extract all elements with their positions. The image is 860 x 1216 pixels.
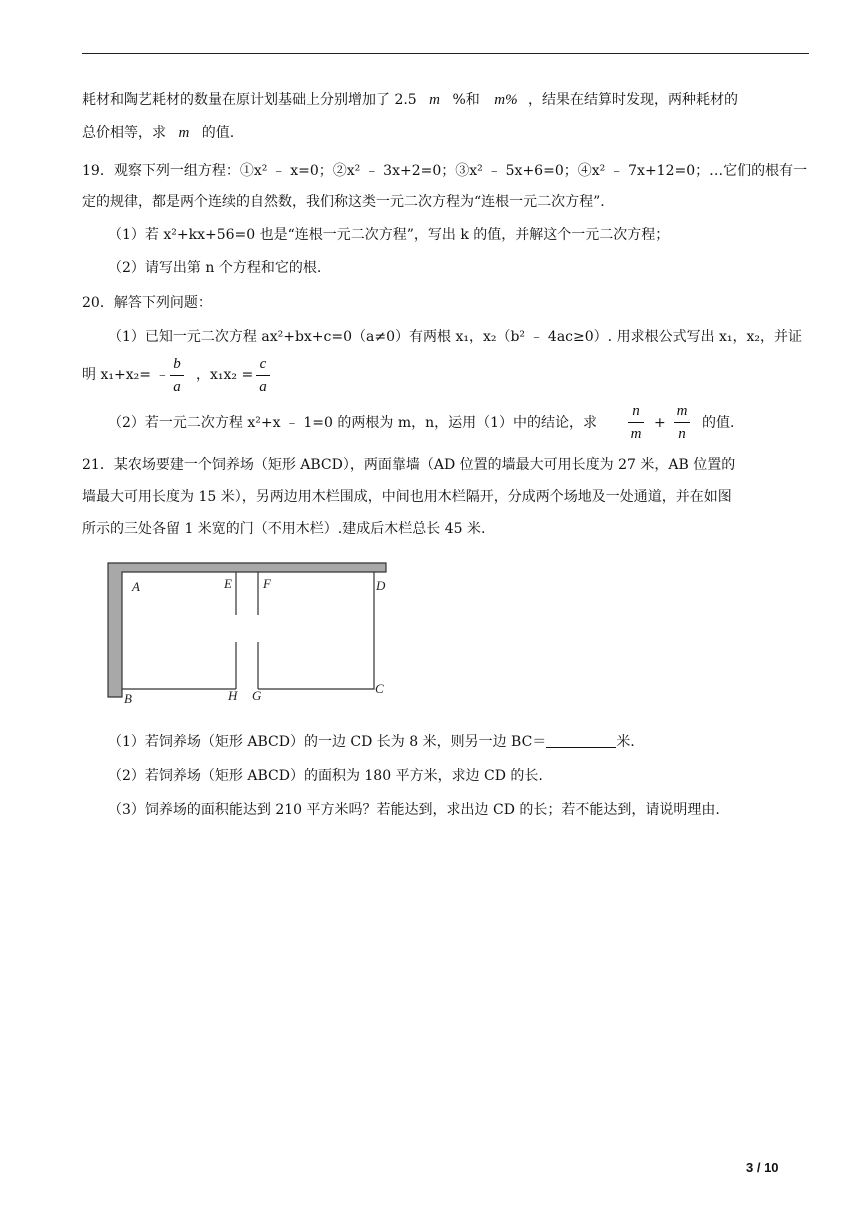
q21-line-2: 墙最大可用长度为 15 米），另两边用木栏围成，中间也用木栏隔开，分成两个场地及一处通道，并在如图 (82, 489, 732, 505)
q21-part-1-unit: 米. (616, 734, 635, 750)
q19-part-1: （1）若 x²+kx+56=0 也是“连根一元二次方程”，写出 k 的值，并解这个一元二次方程； (108, 227, 670, 243)
label-G: G (252, 688, 262, 703)
q19-line-1: 19．观察下列一组方程：①x² ﹣ x=0；②x² ﹣ 3x+2=0；③x² ﹣ 5x+6=0；④x² ﹣ 7x+12=0；…它们的根有一 (82, 163, 808, 179)
fraction-bar (628, 422, 644, 423)
q21-line-3: 所示的三处各留 1 米宽的门（不用木栏）.建成后木栏总长 45 米. (82, 521, 486, 537)
q18-text: ，结果在结算时发现，两种耗材的 (528, 92, 739, 108)
fraction-denominator: n (678, 426, 686, 442)
label-H: H (228, 688, 238, 703)
fraction-numerator: b (173, 356, 181, 372)
page-number: 3 / 10 (746, 1160, 779, 1175)
var-m: m (494, 92, 506, 108)
var-m: m (429, 92, 441, 108)
fraction-bar (256, 375, 270, 376)
fraction-n-over-m (628, 402, 644, 443)
fraction-m-over-n (674, 402, 690, 443)
wall-shape (108, 563, 386, 697)
fraction-denominator: a (259, 379, 267, 395)
q20-part-2a: （2）若一元二次方程 x²+x ﹣ 1=0 的两根为 m，n，运用（1）中的结论，求 (108, 415, 598, 431)
q20-part-1-line-1: （1）已知一元二次方程 ax²+bx+c=0（a≠0）有两根 x₁，x₂（b² ﹣ 4ac≥0）. 用求根公式写出 x₁，x₂，并证 (108, 329, 803, 345)
fence-right-bottom (258, 572, 374, 689)
label-F: F (263, 576, 271, 591)
q18-text: 耗材和陶艺耗材的数量在原计划基础上分别增加了 2.5 (82, 92, 417, 108)
label-A: A (132, 579, 140, 594)
var-m: m (178, 125, 190, 141)
q21-part-3: （3）饲养场的面积能达到 210 平方米吗？若能达到，求出边 CD 的长；若不能达到，请说明理由. (108, 802, 720, 818)
q21-part-2: （2）若饲养场（矩形 ABCD）的面积为 180 平方米，求边 CD 的长. (108, 768, 543, 784)
answer-blank[interactable] (546, 733, 616, 748)
q18-text: %和 (452, 92, 480, 108)
farm-enclosure-figure (100, 560, 400, 710)
fraction-c-over-a (256, 355, 270, 396)
fraction-bar (170, 375, 184, 376)
q21-part-1-text: （1）若饲养场（矩形 ABCD）的一边 CD 长为 8 米，则另一边 BC＝ (108, 734, 547, 750)
q21-line-1: 21．某农场要建一个饲养场（矩形 ABCD），两面靠墙（AD 位置的墙最大可用长度为 27 米，AB 位置的 (82, 457, 736, 473)
q19-part-2: （2）请写出第 n 个方程和它的根. (108, 260, 322, 276)
q18-text: 的值. (201, 125, 235, 141)
label-C: C (375, 681, 384, 696)
label-E: E (224, 576, 232, 591)
fraction-denominator: m (630, 426, 642, 442)
fraction-numerator: n (632, 403, 640, 419)
q18-text: 总价相等，求 (82, 125, 166, 141)
q20-part-1-line-2b: ，x₁x₂ = (196, 367, 254, 383)
label-B: B (124, 691, 132, 706)
fraction-b-over-a (170, 355, 184, 396)
plus-sign: + (654, 415, 666, 431)
fraction-denominator: a (173, 379, 181, 395)
fraction-numerator: m (676, 403, 688, 419)
q20-part-1-line-2a: 明 x₁+x₂= ﹣ (82, 367, 170, 383)
label-D: D (376, 578, 386, 593)
header-rule (82, 53, 809, 54)
q18-percent: % (505, 92, 518, 108)
q18-line-2 (82, 124, 234, 142)
fraction-numerator: c (259, 356, 267, 372)
q20-part-2b: 的值. (702, 415, 735, 431)
q18-line-1 (82, 91, 738, 109)
q21-part-1 (108, 733, 635, 751)
fraction-bar (674, 422, 690, 423)
q20-heading: 20．解答下列问题： (82, 295, 212, 311)
q19-line-2: 定的规律，都是两个连续的自然数，我们称这类一元二次方程为“连根一元二次方程”. (82, 194, 605, 210)
